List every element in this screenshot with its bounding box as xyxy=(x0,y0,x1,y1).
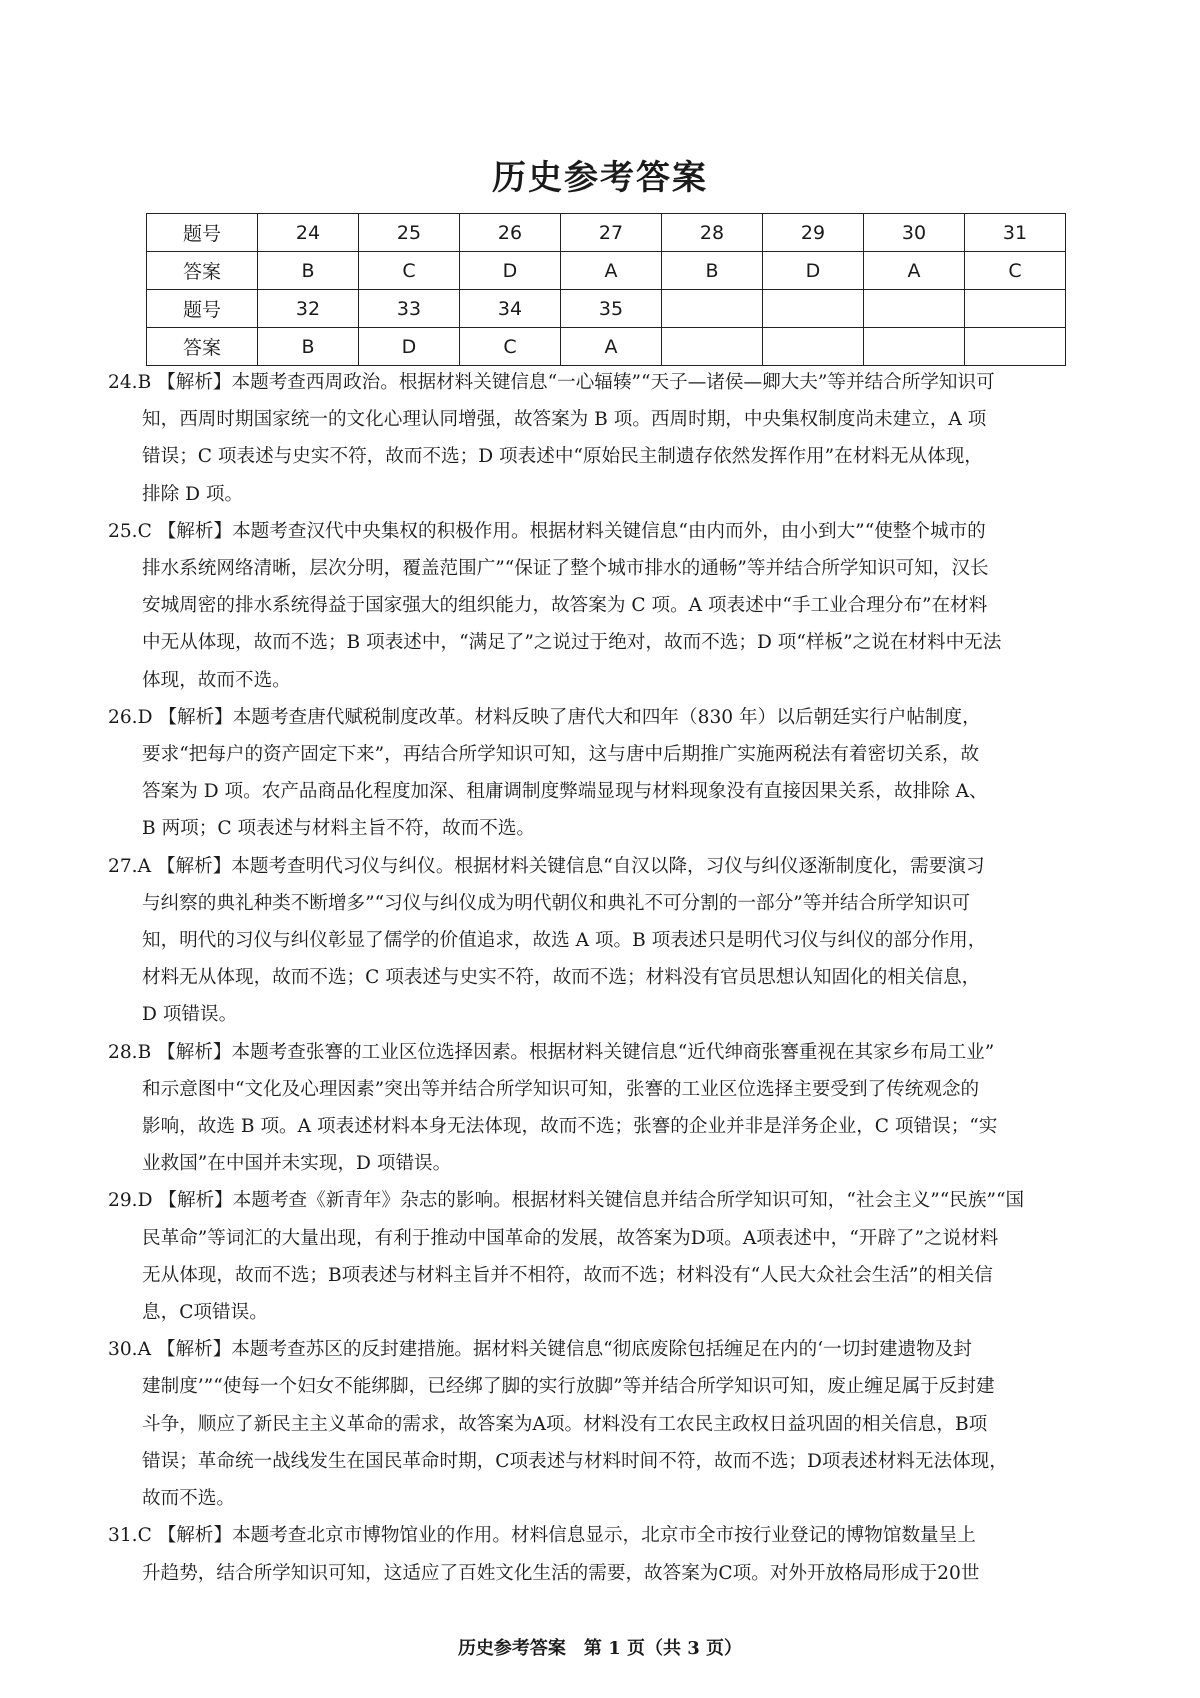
explanation-item xyxy=(108,848,1100,1034)
explanation-line: 体现，故而不选。 xyxy=(142,669,291,691)
table-row xyxy=(147,328,1066,366)
explanation-line: D 项错误。 xyxy=(142,1004,238,1026)
table-cell: 33 xyxy=(359,290,460,328)
page-footer: 历史参考答案 第 1 页（共 3 页） xyxy=(457,1638,743,1659)
table-row xyxy=(147,214,1066,252)
explanation-line: 24.B 【解析】本题考查西周政治。根据材料关键信息“一心辐辏”“天子—诸侯—卿大夫”等并结合所学知识可 xyxy=(108,372,995,393)
table-cell: 34 xyxy=(460,290,561,328)
explanation-line: 升趋势，结合所学知识可知，这适应了百姓文化生活的需要，故答案为C项。对外开放格局形成于20世 xyxy=(142,1562,980,1584)
table-row xyxy=(147,290,1066,328)
explanation-line: 25.C 【解析】本题考查汉代中央集权的积极作用。根据材料关键信息“由内而外，由小到大”“使整个城市的 xyxy=(108,520,986,542)
explanation-line: 31.C 【解析】本题考查北京市博物馆业的作用。材料信息显示，北京市全市按行业登记的博物馆数量呈上 xyxy=(108,1525,976,1547)
explanation-line: 知，明代的习仪与纠仪彰显了儒学的价值追求，故选 A 项。B 项表述只是明代习仪与纠仪的部分作用， xyxy=(142,930,987,952)
explanation-line: 息，C项错误。 xyxy=(142,1302,268,1324)
explanation-item xyxy=(108,513,1100,699)
explanation-item xyxy=(108,364,1100,513)
table-cell xyxy=(864,290,965,328)
table-cell xyxy=(763,328,864,366)
explanation-line: 29.D 【解析】本题考查《新青年》杂志的影响。根据材料关键信息并结合所学知识可知，“社会主义”“民族”“国 xyxy=(108,1190,1025,1212)
explanation-item xyxy=(108,1182,1100,1331)
explanation-item xyxy=(108,699,1100,848)
explanation-line: 27.A 【解析】本题考查明代习仪与纠仪。根据材料关键信息“自汉以降，习仪与纠仪逐渐制度化，需要演习 xyxy=(108,855,985,877)
explanation-line: 知，西周时期国家统一的文化心理认同增强，故答案为 B 项。西周时期，中央集权制度尚未建立，A 项 xyxy=(142,409,987,431)
explanation-item xyxy=(108,1034,1100,1183)
explanation-line: 排水系统网络清晰，层次分明，覆盖范围广”“保证了整个城市排水的通畅”等并结合所学知识可知，汉长 xyxy=(142,558,989,580)
explanation-line: 材料无从体现，故而不选；C 项表述与史实不符，故而不选；材料没有官员思想认知固化的相关信息， xyxy=(142,967,981,989)
explanation-line: 影响，故选 B 项。A 项表述材料本身无法体现，故而不选；张謇的企业并非是洋务企业，C 项错误；“实 xyxy=(142,1116,998,1138)
table-cell: B xyxy=(662,252,763,290)
table-cell: A xyxy=(864,252,965,290)
table-cell: 25 xyxy=(359,214,460,252)
explanation-line: 中无从体现，故而不选；B 项表述中，“满足了”之说过于绝对，故而不选；D 项“样板”之说在材料中无法 xyxy=(142,632,1002,654)
explanation-line: 安城周密的排水系统得益于国家强大的组织能力，故答案为 C 项。A 项表述中“手工业合理分布”在材料 xyxy=(142,595,988,617)
table-cell: A xyxy=(561,252,662,290)
table-row-header: 题号 xyxy=(147,290,258,328)
page-title: 历史参考答案 xyxy=(492,158,708,198)
explanation-line: 故而不选。 xyxy=(142,1488,235,1510)
explanation-line: 与纠察的典礼种类不断增多”“习仪与纠仪成为明代朝仪和典礼不可分割的一部分”等并结合所学知识可 xyxy=(142,892,971,914)
table-cell: B xyxy=(258,328,359,366)
explanation-line: 26.D 【解析】本题考查唐代赋税制度改革。材料反映了唐代大和四年（830 年）以后朝廷实行户帖制度， xyxy=(108,706,981,728)
table-cell: B xyxy=(258,252,359,290)
explanation-item xyxy=(108,1517,1100,1591)
table-cell: C xyxy=(965,252,1066,290)
explanation-line: 斗争，顺应了新民主主义革命的需求，故答案为A项。材料没有工农民主政权日益巩固的相关信息，B项 xyxy=(142,1413,988,1435)
explanation-line: 建制度’”“使每一个妇女不能绑脚，已经绑了脚的实行放脚”等并结合所学知识可知，废止缠足属于反封建 xyxy=(142,1376,995,1398)
explanation-line: 错误；革命统一战线发生在国民革命时期，C项表述与材料时间不符，故而不选；D项表述材料无法体现， xyxy=(142,1450,1008,1472)
table-cell: D xyxy=(359,328,460,366)
table-row xyxy=(147,252,1066,290)
table-cell: 26 xyxy=(460,214,561,252)
explanation-line: 答案为 D 项。农产品商品化程度加深、租庸调制度弊端显现与材料现象没有直接因果关系，故排除 A、 xyxy=(142,781,988,803)
table-cell: 30 xyxy=(864,214,965,252)
table-cell xyxy=(662,290,763,328)
explanation-line: 排除 D 项。 xyxy=(142,483,244,505)
table-cell xyxy=(965,290,1066,328)
explanation-line: 无从体现，故而不选；B项表述与材料主旨并不相符，故而不选；材料没有“人民大众社会生活”的相关信 xyxy=(142,1264,993,1286)
table-row-header: 答案 xyxy=(147,252,258,290)
explanation-line: 和示意图中“文化及心理因素”突出等并结合所学知识可知，张謇的工业区位选择主要受到了传统观念的 xyxy=(142,1078,980,1100)
explanation-line: 业救国”在中国并未实现，D 项错误。 xyxy=(142,1153,452,1175)
table-cell xyxy=(763,290,864,328)
table-cell: D xyxy=(460,252,561,290)
table-cell: C xyxy=(460,328,561,366)
explanations-section xyxy=(108,364,1100,1592)
table-cell: 27 xyxy=(561,214,662,252)
explanation-line: 28.B 【解析】本题考查张謇的工业区位选择因素。根据材料关键信息“近代绅商张謇重视在其家乡布局工业” xyxy=(108,1041,995,1063)
explanation-line: 要求“把每户的资产固定下来”，再结合所学知识可知，这与唐中后期推广实施两税法有着密切关系，故 xyxy=(142,744,980,766)
explanation-line: 30.A 【解析】本题考查苏区的反封建措施。据材料关键信息“彻底废除包括缠足在内的‘一切封建遗物及封 xyxy=(108,1339,972,1361)
explanation-line: 错误；C 项表述与史实不符，故而不选；D 项表述中“原始民主制遗存依然发挥作用”在材料无从体现， xyxy=(142,446,983,468)
table-cell: 32 xyxy=(258,290,359,328)
table-cell xyxy=(662,328,763,366)
answer-table xyxy=(146,213,1066,366)
table-cell: A xyxy=(561,328,662,366)
table-cell xyxy=(864,328,965,366)
table-cell: D xyxy=(763,252,864,290)
table-cell xyxy=(965,328,1066,366)
table-row-header: 题号 xyxy=(147,214,258,252)
table-cell: 31 xyxy=(965,214,1066,252)
table-cell: C xyxy=(359,252,460,290)
explanation-line: B 两项；C 项表述与材料主旨不符，故而不选。 xyxy=(142,818,535,840)
table-cell: 29 xyxy=(763,214,864,252)
table-cell: 24 xyxy=(258,214,359,252)
table-cell: 28 xyxy=(662,214,763,252)
table-cell: 35 xyxy=(561,290,662,328)
explanation-line: 民革命”等词汇的大量出现，有利于推动中国革命的发展，故答案为D项。A项表述中，“开辟了”之说材料 xyxy=(142,1227,999,1249)
table-row-header: 答案 xyxy=(147,328,258,366)
explanation-item xyxy=(108,1331,1100,1517)
